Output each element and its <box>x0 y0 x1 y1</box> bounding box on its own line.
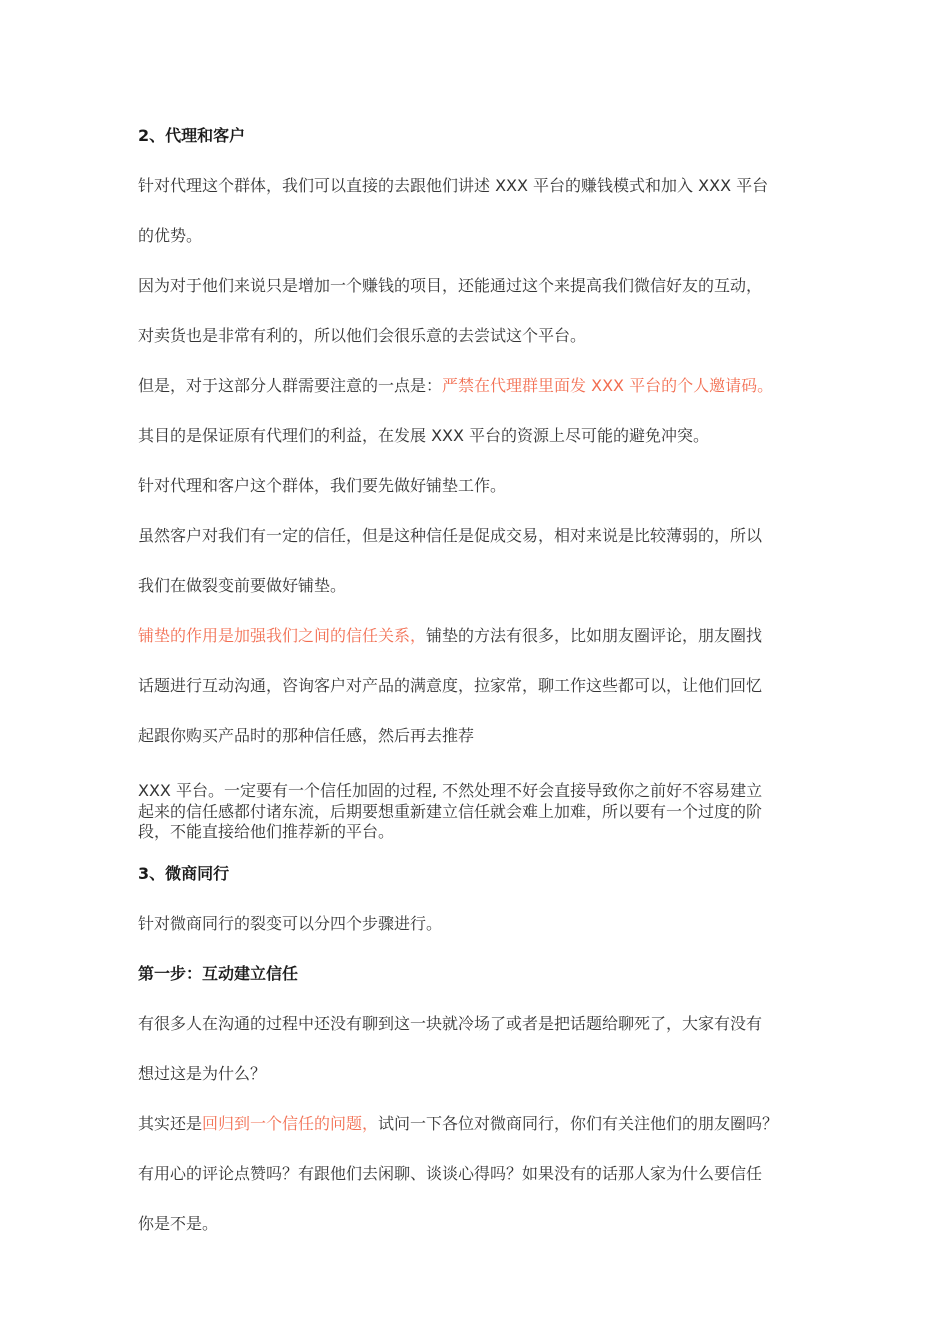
paragraph-line: 你是不是。 <box>138 1214 219 1233</box>
paragraph-line: 有很多人在沟通的过程中还没有聊到这一块就冷场了或者是把话题给聊死了，大家有没有 <box>138 1014 763 1033</box>
paragraph-line: 想过这是为什么？ <box>138 1064 267 1083</box>
highlighted-text: 铺垫的作用是加强我们之间的信任关系， <box>138 626 427 645</box>
paragraph-line: 的优势。 <box>138 226 203 245</box>
paragraph-line: 话题进行互动沟通，咨询客户对产品的满意度，拉家常，聊工作这些都可以，让他们回忆 <box>138 676 763 695</box>
paragraph-line: 因为对于他们来说只是增加一个赚钱的项目，还能通过这个来提高我们微信好友的互动， <box>138 276 763 295</box>
paragraph-line: 其目的是保证原有代理们的利益，在发展 XXX 平台的资源上尽可能的避免冲突。 <box>138 426 710 445</box>
paragraph-text: 铺垫的方法有很多，比如朋友圈评论，朋友圈找 <box>426 626 763 645</box>
paragraph-text: 但是，对于这部分人群需要注意的一点是： <box>138 376 443 395</box>
paragraph-line: 虽然客户对我们有一定的信任，但是这种信任是促成交易，相对来说是比较薄弱的，所以 <box>138 526 763 545</box>
paragraph-line <box>138 376 828 396</box>
paragraph-text: 试问一下各位对微商同行，你们有关注他们的朋友圈吗？ <box>378 1114 779 1133</box>
highlighted-text: 回归到一个信任的问题， <box>202 1114 379 1133</box>
step-heading: 第一步：互动建立信任 <box>138 964 299 983</box>
paragraph-line <box>138 1114 828 1134</box>
paragraph-text: 其实还是 <box>138 1114 203 1133</box>
paragraph-line: 针对代理这个群体，我们可以直接的去跟他们讲述 XXX 平台的赚钱模式和加入 XXX 平台 <box>138 176 769 195</box>
paragraph-line: 起来的信任感都付诸东流，后期要想重新建立信任就会难上加难，所以要有一个过度的阶 <box>138 802 763 821</box>
paragraph-line <box>138 626 828 646</box>
paragraph-line: 有用心的评论点赞吗？有跟他们去闲聊、谈谈心得吗？如果没有的话那人家为什么要信任 <box>138 1164 763 1183</box>
paragraph-line: 对卖货也是非常有利的，所以他们会很乐意的去尝试这个平台。 <box>138 326 587 345</box>
paragraph-line: 针对微商同行的裂变可以分四个步骤进行。 <box>138 914 443 933</box>
paragraph-line: XXX 平台。一定要有一个信任加固的过程, 不然处理不好会直接导致你之前好不容易建立 <box>138 781 763 800</box>
section-heading-wechat-peers: 3、微商同行 <box>138 864 230 883</box>
paragraph-line: 针对代理和客户这个群体，我们要先做好铺垫工作。 <box>138 476 507 495</box>
section-heading-agents-customers: 2、代理和客户 <box>138 126 246 145</box>
paragraph-line: 我们在做裂变前要做好铺垫。 <box>138 576 347 595</box>
paragraph-line: 段，不能直接给他们推荐新的平台。 <box>138 822 395 841</box>
highlighted-warning: 严禁在代理群里面发 XXX 平台的个人邀请码。 <box>442 376 774 395</box>
paragraph-line: 起跟你购买产品时的那种信任感，然后再去推荐 <box>138 726 475 745</box>
